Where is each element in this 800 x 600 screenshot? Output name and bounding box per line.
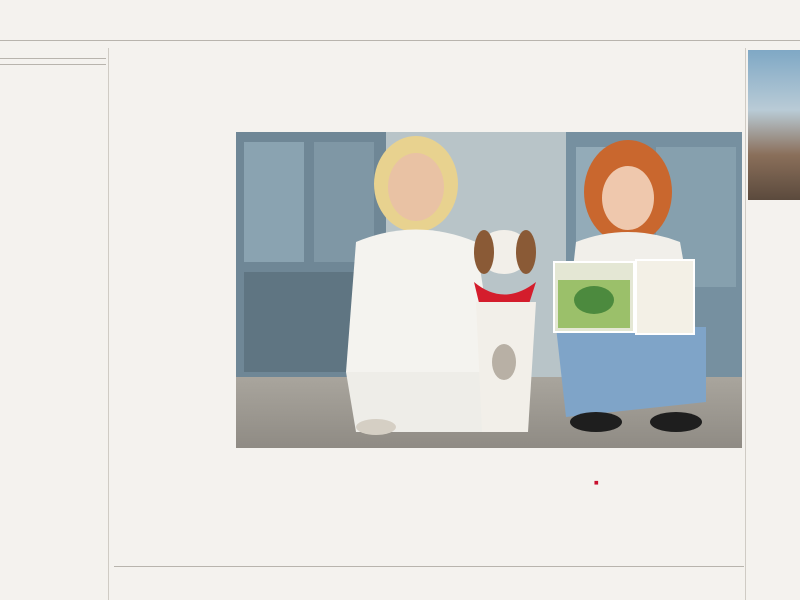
separator (0, 58, 106, 59)
separator (0, 64, 106, 65)
bottom-rule (114, 566, 744, 567)
right-column (748, 50, 800, 222)
column-divider (745, 48, 746, 600)
photo-illustration (236, 132, 742, 448)
info-box (594, 478, 742, 488)
header-rule (0, 40, 800, 41)
right-column-photo (748, 50, 800, 200)
info-icon: ■ (594, 478, 599, 487)
article-photo (236, 132, 742, 448)
left-column (0, 50, 106, 71)
column-divider (108, 48, 109, 600)
